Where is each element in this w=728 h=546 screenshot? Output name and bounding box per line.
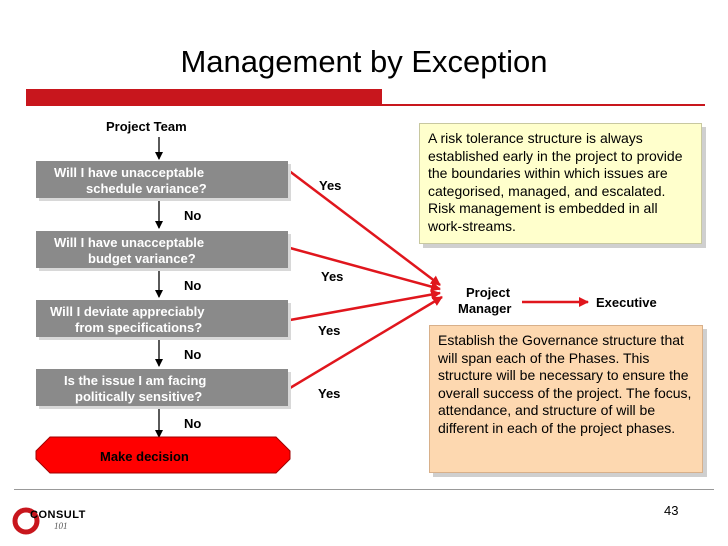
consult-logo <box>12 505 92 537</box>
question-line: Will I deviate appreciably <box>50 304 205 319</box>
project-team-label: Project Team <box>106 119 187 134</box>
question-line: budget variance? <box>88 251 196 266</box>
question-schedule-box <box>36 161 288 198</box>
question-line: politically sensitive? <box>75 389 203 404</box>
project-manager-label-line2: Manager <box>458 301 512 316</box>
question-line: Will I have unacceptable <box>54 165 205 180</box>
executive-label: Executive <box>596 295 657 310</box>
no-label: No <box>184 347 202 362</box>
logo-text: CONSULT <box>30 509 86 521</box>
governance-note: Establish the Governance structure that will span each of the Phases. This structure will be necessary to ensure the overall success of the project. The focus, attendance, and structure of will be different in each of the project phases. <box>429 325 703 473</box>
page-number: 43 <box>664 503 679 518</box>
yes-label: Yes <box>319 178 342 193</box>
question-line: Will I have unacceptable <box>54 235 205 250</box>
no-label: No <box>184 208 202 223</box>
question-line: from specifications? <box>75 320 203 335</box>
yes-label: Yes <box>321 269 344 284</box>
question-budget-box <box>36 231 288 268</box>
make-decision-label: Make decision <box>100 449 189 464</box>
question-line: Is the issue I am facing <box>64 373 207 388</box>
question-line: schedule variance? <box>86 181 207 196</box>
yes-arrow-political <box>290 297 442 388</box>
yes-label: Yes <box>318 323 341 338</box>
project-manager-label-line1: Project <box>466 285 511 300</box>
no-label: No <box>184 416 202 431</box>
page-title: Management by Exception <box>180 44 548 79</box>
yes-label: Yes <box>318 386 341 401</box>
logo-subtext: 101 <box>54 521 68 531</box>
question-specifications-box <box>36 300 288 337</box>
no-label: No <box>184 278 202 293</box>
yes-arrow-specifications <box>290 293 440 320</box>
question-political-box <box>36 369 288 406</box>
footer-divider <box>14 489 714 490</box>
risk-tolerance-note: A risk tolerance structure is always established early in the project to provide the boundaries within which issues are categorised, managed, and escalated. Risk management is embedded in all work-streams. <box>419 123 702 244</box>
